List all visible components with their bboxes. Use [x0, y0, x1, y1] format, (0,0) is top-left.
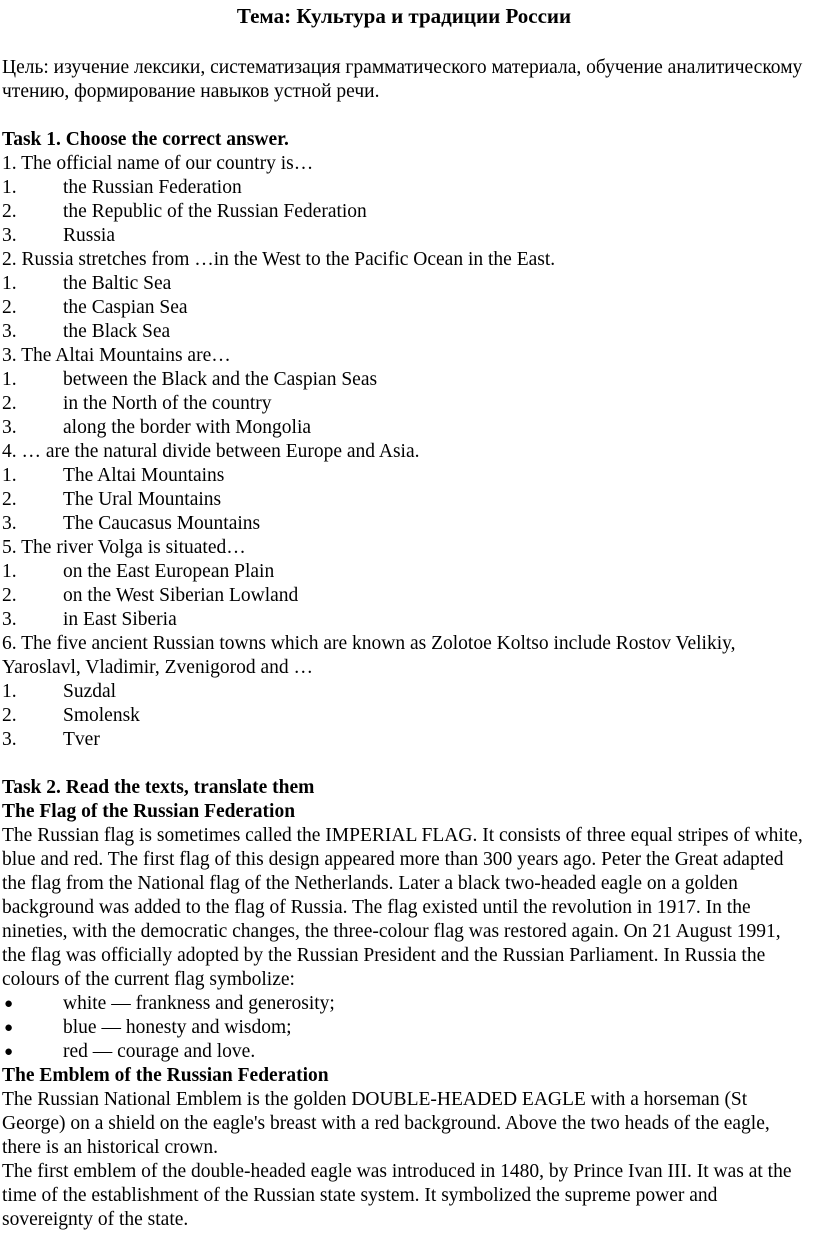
question-block [2, 632, 806, 752]
option-number: 2. [2, 201, 17, 222]
option-text: Suzdal [63, 681, 117, 702]
page-title: Тема: Культура и традиции России [236, 4, 572, 28]
question-text: 3. The Altai Mountains are… [2, 345, 231, 366]
question-text: 6. The five ancient Russian towns which are known as Zolotoe Koltso include Rostov Velikiy, Yaroslavl, Vladimir, Zvenigorod and … [2, 633, 736, 678]
option-text: on the East European Plain [63, 561, 275, 582]
option-text: Russia [63, 225, 116, 246]
answer-option [2, 560, 806, 584]
question-text: 2. Russia stretches from …in the West to the Pacific Ocean in the East. [2, 249, 556, 270]
answer-option [2, 224, 806, 248]
task1-heading: Task 1. Choose the correct answer. [2, 129, 289, 150]
bullet-text: white — frankness and generosity; [63, 993, 335, 1014]
option-number: 3. [2, 609, 17, 630]
option-text: the Black Sea [63, 321, 171, 342]
answer-option [2, 272, 806, 296]
bullet-icon: ● [4, 1020, 14, 1036]
flag-section-heading: The Flag of the Russian Federation [2, 801, 296, 822]
goal-paragraph: Цель: изучение лексики, систематизация грамматического материала, обучение аналитическому чтению, формирование навыков устной речи. [2, 57, 803, 102]
question-block [2, 536, 806, 632]
bullet-text: red — courage and love. [63, 1041, 256, 1062]
answer-option [2, 176, 806, 200]
option-text: Tver [63, 729, 100, 750]
option-number: 2. [2, 585, 17, 606]
emblem-paragraph: The Russian National Emblem is the golden DOUBLE-HEADED EAGLE with a horseman (St George) on a shield on the eagle's breast with a red background. Above the two heads of the eagle, there is an historical crown. [2, 1089, 770, 1158]
answer-option [2, 728, 806, 752]
option-text: The Altai Mountains [63, 465, 225, 486]
option-text: the Republic of the Russian Federation [63, 201, 367, 222]
flag-paragraph: The Russian flag is sometimes called the IMPERIAL FLAG. It consists of three equal stripes of white, blue and red. The first flag of this design appeared more than 300 years ago. Peter the Great adapted the flag from the National flag of the Netherlands. Later a black two-headed eagle on a golden background was added to the flag of Russia. The flag existed until the revolution in 1917. In the nineties, with the democratic changes, the three-colour flag was restored again. On 21 August 1991, the flag was officially adopted by the Russian President and the Russian Parliament. In Russia the colours of the current flag symbolize: [2, 825, 803, 990]
question-block [2, 248, 806, 344]
answer-option [2, 416, 806, 440]
answer-option [2, 488, 806, 512]
answer-option [2, 392, 806, 416]
bullet-text: blue — honesty and wisdom; [63, 1017, 292, 1038]
answer-option [2, 320, 806, 344]
task2-heading: Task 2. Read the texts, translate them [2, 777, 315, 798]
option-text: The Ural Mountains [63, 489, 222, 510]
option-text: the Baltic Sea [63, 273, 172, 294]
option-number: 1. [2, 273, 17, 294]
option-number: 3. [2, 729, 17, 750]
option-number: 1. [2, 465, 17, 486]
answer-option [2, 680, 806, 704]
answer-option [2, 608, 806, 632]
option-number: 1. [2, 369, 17, 390]
option-text: the Russian Federation [63, 177, 242, 198]
option-number: 2. [2, 489, 17, 510]
answer-option [2, 704, 806, 728]
option-text: the Caspian Sea [63, 297, 188, 318]
answer-option [2, 200, 806, 224]
bullet-item [2, 1016, 806, 1040]
answer-option [2, 368, 806, 392]
option-number: 2. [2, 297, 17, 318]
option-text: in the North of the country [63, 393, 272, 414]
bullet-icon: ● [4, 1044, 14, 1060]
option-text: on the West Siberian Lowland [63, 585, 299, 606]
option-number: 1. [2, 177, 17, 198]
option-text: The Caucasus Mountains [63, 513, 261, 534]
answer-option [2, 296, 806, 320]
answer-option [2, 512, 806, 536]
question-block [2, 152, 806, 248]
answer-option [2, 584, 806, 608]
option-number: 1. [2, 561, 17, 582]
question-block [2, 344, 806, 440]
spacer [2, 104, 806, 128]
question-text: 4. … are the natural divide between Europe and Asia. [2, 441, 420, 462]
spacer [2, 752, 806, 776]
question-block [2, 440, 806, 536]
option-number: 3. [2, 513, 17, 534]
emblem-section-heading: The Emblem of the Russian Federation [2, 1065, 329, 1086]
option-number: 3. [2, 225, 17, 246]
option-number: 3. [2, 417, 17, 438]
option-text: in East Siberia [63, 609, 177, 630]
question-text: 1. The official name of our country is… [2, 153, 314, 174]
option-text: Smolensk [63, 705, 140, 726]
bullet-icon: ● [4, 996, 14, 1012]
answer-option [2, 464, 806, 488]
option-number: 2. [2, 705, 17, 726]
bullet-item [2, 992, 806, 1016]
option-text: along the border with Mongolia [63, 417, 312, 438]
bullet-item [2, 1040, 806, 1064]
option-number: 3. [2, 321, 17, 342]
emblem-paragraph: The first emblem of the double-headed eagle was introduced in 1480, by Prince Ivan III. It was at the time of the establishment of the Russian state system. It symbolized the supreme power and sovereignty of the state. [2, 1161, 792, 1230]
option-text: between the Black and the Caspian Seas [63, 369, 378, 390]
question-text: 5. The river Volga is situated… [2, 537, 246, 558]
option-number: 2. [2, 393, 17, 414]
option-number: 1. [2, 681, 17, 702]
